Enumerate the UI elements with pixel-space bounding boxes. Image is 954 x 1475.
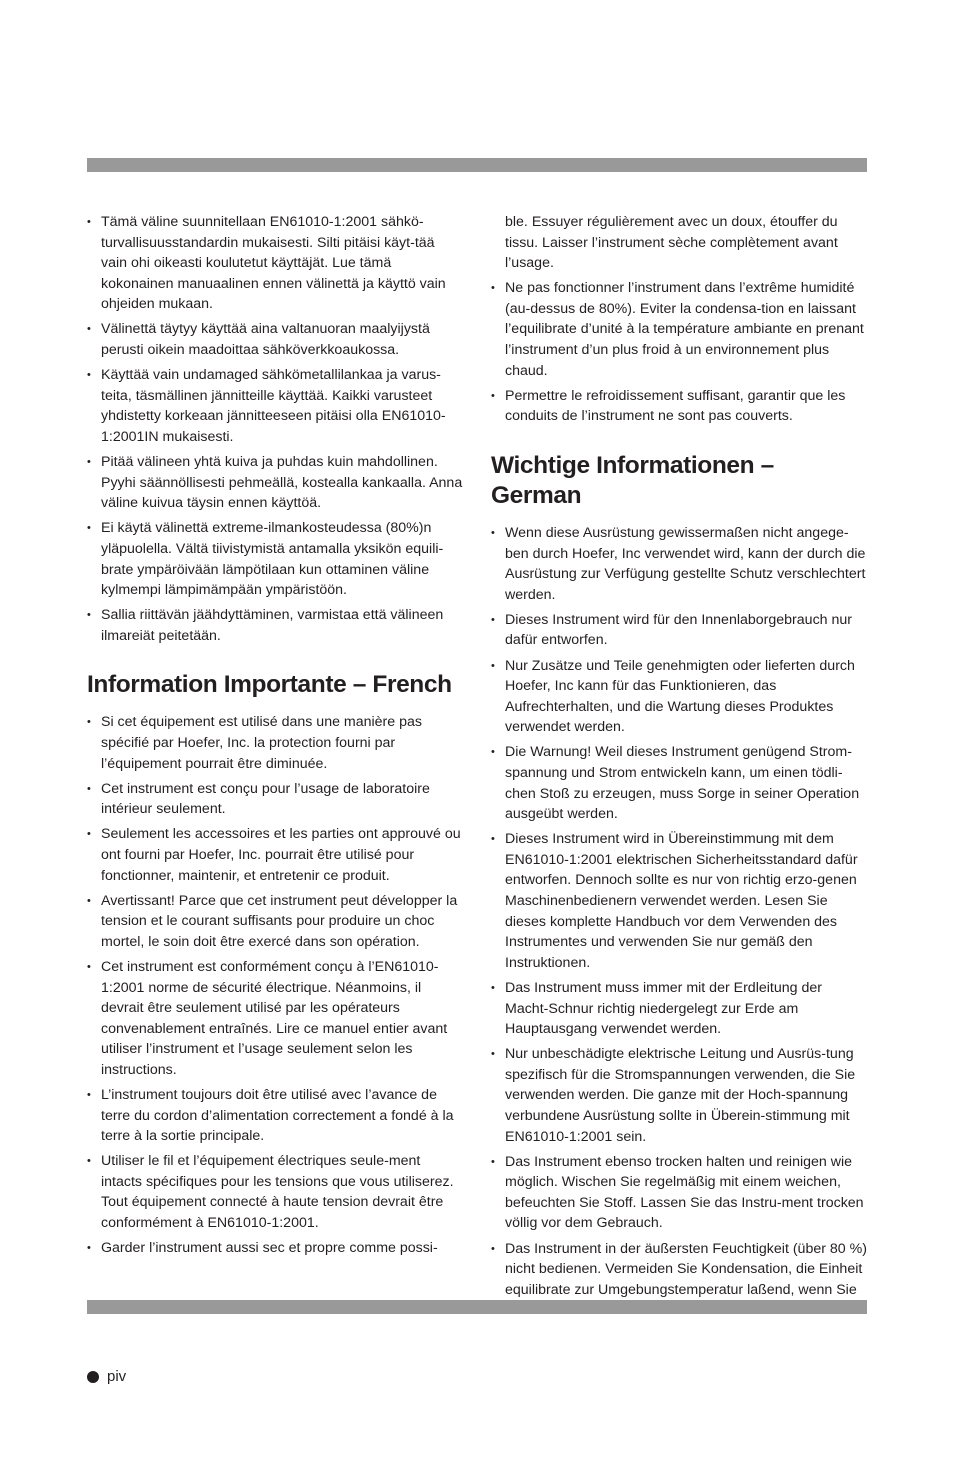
list-item: • Nur Zusätze und Teile genehmigten oder lieferten durch Hoefer, Inc kann für das Funktionieren, das Aufrechterhalten, und die Wartung dieses Produktes verwendet werden. (491, 656, 867, 738)
list-item: • Die Warnung! Weil dieses Instrument genügend Strom-spannung und Strom entwickeln kann, um einen tödli-chen Stoß zu erzeugen, muss Sorge in seiner Operation ausgeübt werden. (491, 742, 867, 824)
french-list-cont (491, 278, 867, 427)
page-footer (87, 1368, 126, 1385)
list-item: • Ei käytä välinettä extreme-ilmankosteudessa (80%)n yläpuolella. Vältä tiivistymistä antamalla yksikön equili-brate ympäröivään lämpötilaan kun ottaminen väline kylmempi lämpimämpään ympäristöön. (87, 518, 463, 600)
list-item: • Nur unbeschädigte elektrische Leitung und Ausrüs-tung spezifisch für die Stromspannungen verwenden, die Sie verwenden werden. Die ganze mit der Hoch-spannung verbundene Ausrüstung sollte in Überein-stimmung mit EN61010-1:2001 sein. (491, 1044, 867, 1147)
list-item: • Sallia riittävän jäähdyttäminen, varmistaa että välineen ilmareiät peitetään. (87, 605, 463, 646)
list-item: • Cet instrument est conformément conçu à l’EN61010-1:2001 norme de sécurité électrique. Néanmoins, il devrait être seulement utilisé par les opérateurs convenablement entraînés. Lire ce manuel entier avant utiliser l’instrument et l’usage seulement selon les instructions. (87, 957, 463, 1081)
list-item: • Dieses Instrument wird für den Innenlaborgebrauch nur dafür entworfen. (491, 610, 867, 651)
list-item: • Das Instrument muss immer mit der Erdleitung der Macht-Schnur richtig niedergelegt zur Erde am Hauptausgang verwendet werden. (491, 978, 867, 1040)
list-item: • Das Instrument in der äußersten Feuchtigkeit (über 80 %) nicht bedienen. Vermeiden Sie Kondensation, die Einheit equilibrate zur Umgebungstemperatur laßend, wenn Sie (491, 1239, 867, 1321)
list-item: • Si cet équipement est utilisé dans une manière pas spécifié par Hoefer, Inc. la protection fourni par l’équipement pourrait être diminuée. (87, 712, 463, 774)
french-heading: Information Importante – French (87, 671, 452, 699)
list-item: • Seulement les accessoires et les parties ont approuvé ou ont fourni par Hoefer, Inc. pourrait être utilisé pour fonctionner, maintenir, et entretenir ce produit. (87, 824, 463, 886)
left-column (87, 212, 463, 1263)
list-item: • Ne pas fonctionner l’instrument dans l’extrême humidité (au-dessus de 80%). Eviter la condensa-tion en laissant l’equilibrate d’unité à la température ambiante en prenant l’instrument d’un plus froid à un environnement plus chaud. (491, 278, 867, 381)
list-item: • Avertissant! Parce que cet instrument peut développer la tension et le courant suffisants pour produire un choc mortel, le soin doit être exercé dans son opération. (87, 891, 463, 953)
list-item: • Käyttää vain undamaged sähkömetallilankaa ja varus-teita, täsmällinen jännitteille käyttää. Kaikki varusteet yhdistetty korkeaan jännitteeseen pitäisi olla EN61010-1:2001IN mukaisesti. (87, 365, 463, 447)
list-item: • Pitää välineen yhtä kuiva ja puhdas kuin mahdollinen. Pyyhi säännöllisesti pehmeällä, kostealla kankaalla. Anna väline kuivua täysin ennen käyttöä. (87, 452, 463, 514)
list-item: • Garder l’instrument aussi sec et propre comme possi- (87, 1238, 463, 1259)
list-item: • Tämä väline suunnitellaan EN61010-1:2001 sähkö-turvallisuusstandardin mukaisesti. Silti pitäisi käyt-tää vain ohi oikeasti koulutetut käyttäjät. Lue tämä kokonainen manuaalinen ennen välinettä ja käyttö vain ohjeiden mukaan. (87, 212, 463, 315)
bullet-dot-icon (87, 1371, 99, 1383)
german-list (491, 523, 867, 1321)
page-number: piv (107, 1368, 127, 1385)
list-item: • Cet instrument est conçu pour l’usage de laboratoire intérieur seulement. (87, 779, 463, 820)
list-item: • Das Instrument ebenso trocken halten und reinigen wie möglich. Wischen Sie regelmäßig mit einem weichen, befeuchten Sie Stoff. Lassen Sie das Instru-ment trocken völlig vor dem Gebrauch. (491, 1152, 867, 1234)
french-continuation: ble. Essuyer régulièrement avec un doux, étouffer du tissu. Laisser l’instrument sèche complètement avant l’usage. (505, 214, 838, 272)
list-item: • Wenn diese Ausrüstung gewissermaßen nicht angege-ben durch Hoefer, Inc verwendet wird, kann der durch die Ausrüstung zur Verfügung gestellte Schutz verschlechtert werden. (491, 523, 867, 605)
list-item: • Dieses Instrument wird in Übereinstimmung mit dem EN61010-1:2001 elektrischen Sicherheitsstandard dafür entworfen. Dennoch sollte es nur von richtig erzo-genen Maschinenbedienern verwendet werden. Lesen Sie dieses komplette Handbuch vor dem Verwenden des Instrumentes und verwenden Sie nur gemäß den Instruktionen. (491, 829, 867, 973)
german-heading: Wichtige Informationen – German (491, 451, 774, 509)
french-list (87, 712, 463, 1258)
bottom-rule (87, 1300, 867, 1314)
top-rule (87, 158, 867, 172)
list-item: • Utiliser le fil et l’équipement électriques seule-ment intacts spécifiques pour les tensions que vous utiliserez. Tout équipement connecté à haute tension devrait être conformément à EN61010-1:2001. (87, 1151, 463, 1233)
finnish-list (87, 212, 463, 646)
list-item: • L’instrument toujours doit être utilisé avec l’avance de terre du cordon d’alimentation correctement a fondé à la terre à la sortie principale. (87, 1085, 463, 1147)
right-column (491, 212, 867, 1325)
list-item: • Välinettä täytyy käyttää aina valtanuoran maalyijystä perusti oikein maadoittaa sähköverkkoaukossa. (87, 319, 463, 360)
list-item: • Permettre le refroidissement suffisant, garantir que les conduits de l’instrument ne sont pas couverts. (491, 386, 867, 427)
